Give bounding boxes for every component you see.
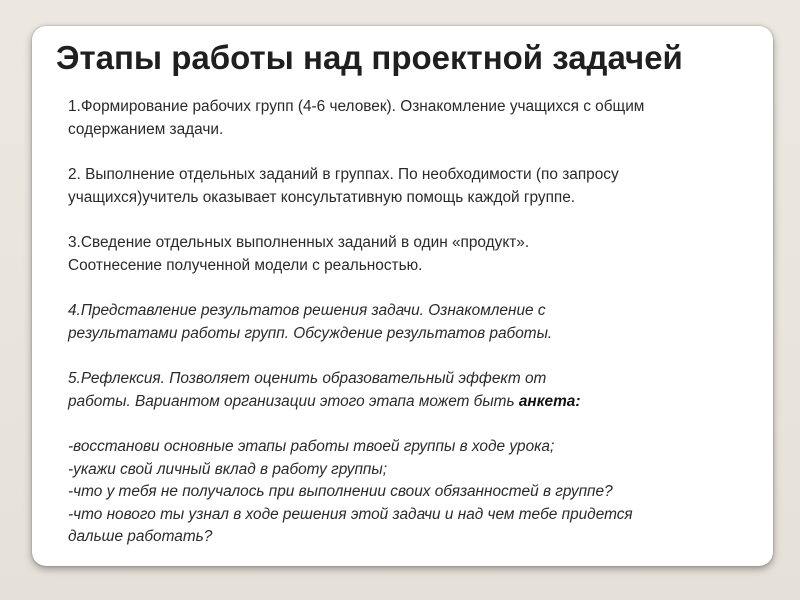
question-item: дальше работать? [68, 528, 213, 545]
question-item: -что у тебя не получалось при выполнении своих обязанностей в группе? [68, 483, 613, 500]
step-1-line-2: содержанием задачи. [68, 120, 224, 138]
step-5 [68, 368, 768, 413]
question-item: -что нового ты узнал в ходе решения этой задачи и над чем тебе придется [68, 505, 633, 523]
step-3 [68, 232, 768, 277]
step-1 [68, 96, 768, 141]
step-3-line-2: Соотнесение полученной модели с реальностью. [68, 256, 423, 274]
slide-content [68, 96, 768, 549]
step-5-line-1: 5.Рефлексия. Позволяет оценить образовательный эффект от [68, 370, 547, 387]
step-4 [68, 300, 768, 345]
step-2 [68, 164, 768, 209]
question-item: -укажи свой личный вклад в работу группы; [68, 460, 387, 478]
step-4-line-2: результатами работы групп. Обсуждение результатов работы. [68, 324, 553, 342]
slide-title: Этапы работы над проектной задачей [56, 39, 683, 76]
step-3-line-1: 3.Сведение отдельных выполненных заданий в один «продукт». [68, 234, 530, 251]
questionnaire-label: анкета: [518, 392, 581, 410]
reflection-questions [68, 436, 768, 549]
step-2-line-2: учащихся)учитель оказывает консультативную помощь каждой группе. [68, 188, 576, 206]
question-item: -восстанови основные этапы работы твоей группы в ходе урока; [68, 438, 555, 455]
step-1-line-1: 1.Формирование рабочих групп (4-6 человек). Ознакомление учащихся с общим [68, 98, 645, 115]
step-4-line-1: 4.Представление результатов решения задачи. Ознакомление с [68, 302, 546, 319]
step-5-line-2 [68, 391, 768, 414]
step-2-line-1: 2. Выполнение отдельных заданий в группах. По необходимости (по запросу [68, 166, 619, 183]
step-5-line-2-text: работы. Вариантом организации этого этапа может быть [68, 392, 519, 410]
